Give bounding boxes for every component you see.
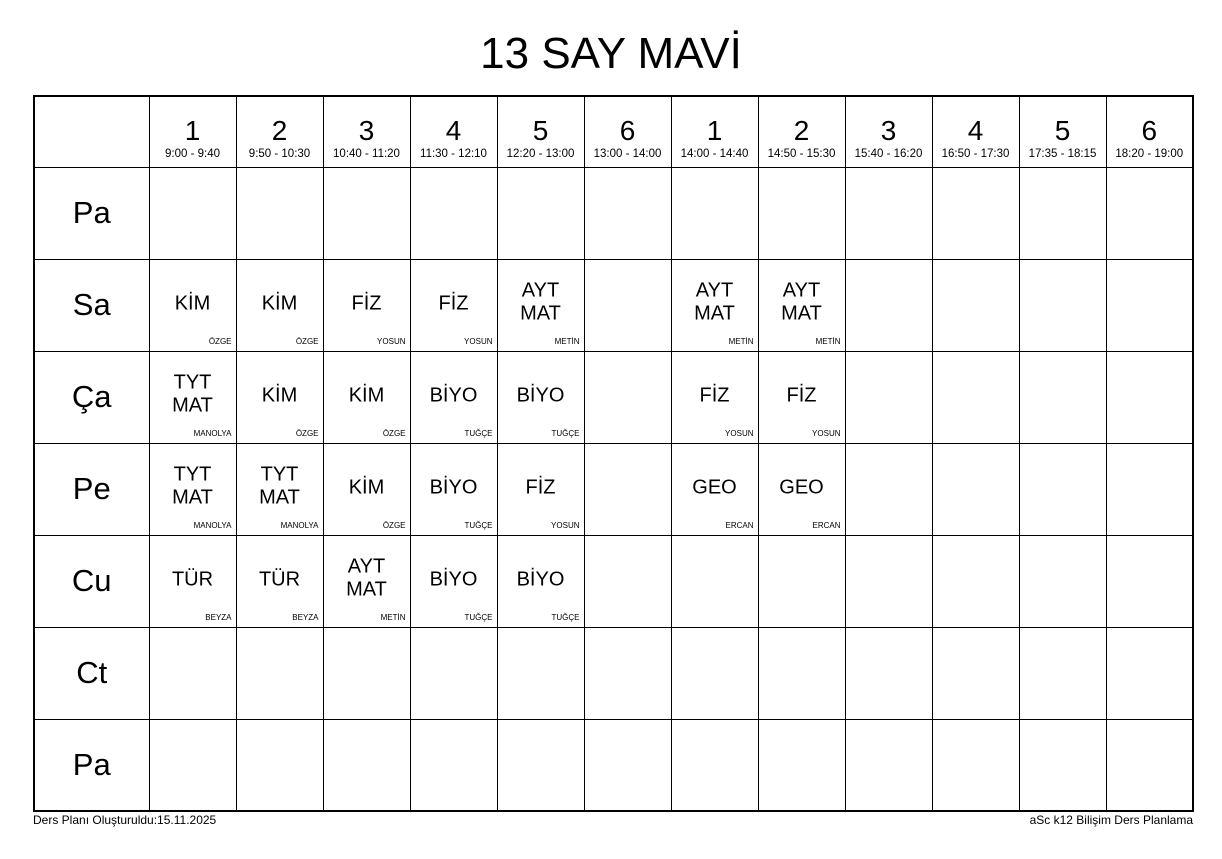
teacher-label: MANOLYA: [280, 520, 319, 530]
day-row: [34, 351, 1193, 443]
corner-cell: [34, 96, 149, 167]
teacher-label: METİN: [380, 612, 406, 622]
lesson-cell: [584, 719, 671, 811]
lesson-cell: [149, 259, 236, 351]
day-row: [34, 259, 1193, 351]
lesson-cell: [845, 535, 932, 627]
lesson-cell: [497, 167, 584, 259]
period-time: 15:40 - 16:20: [854, 148, 923, 160]
period-header: [149, 96, 236, 167]
lesson-cell: [497, 719, 584, 811]
subject-label: FİZ: [438, 292, 469, 315]
teacher-label: ÖZGE: [208, 336, 232, 346]
period-header: [584, 96, 671, 167]
lesson-cell: [1106, 627, 1193, 719]
lesson-cell: [932, 719, 1019, 811]
lesson-cell: [149, 167, 236, 259]
lesson-cell: [1106, 351, 1193, 443]
subject-label: GEO: [779, 476, 824, 499]
lesson-cell: [323, 535, 410, 627]
period-header: [1106, 96, 1193, 167]
subject-label: KİM: [261, 384, 298, 407]
lesson-cell: [758, 351, 845, 443]
lesson-cell: [497, 443, 584, 535]
period-time: 16:50 - 17:30: [941, 148, 1010, 160]
period-header: [497, 96, 584, 167]
period-time: 14:50 - 15:30: [767, 148, 836, 160]
lesson-cell: [584, 351, 671, 443]
period-number: 3: [880, 115, 897, 146]
teacher-label: METİN: [815, 336, 841, 346]
subject-label: TÜR: [258, 568, 301, 591]
lesson-cell: [584, 167, 671, 259]
lesson-cell: [845, 627, 932, 719]
period-number: 5: [532, 115, 549, 146]
period-number: 6: [1141, 115, 1158, 146]
lesson-cell: [410, 535, 497, 627]
teacher-label: YOSUN: [812, 428, 841, 438]
lesson-cell: [671, 627, 758, 719]
lesson-cell: [410, 259, 497, 351]
subject-label: AYT MAT: [346, 555, 387, 601]
lesson-cell: [323, 443, 410, 535]
lesson-cell: [149, 443, 236, 535]
lesson-cell: [236, 167, 323, 259]
subject-label: KİM: [348, 476, 385, 499]
lesson-cell: [758, 719, 845, 811]
lesson-cell: [1019, 535, 1106, 627]
lesson-cell: [410, 167, 497, 259]
lesson-cell: [323, 167, 410, 259]
lesson-cell: [584, 443, 671, 535]
teacher-label: TUĞÇE: [551, 612, 580, 622]
period-header: [236, 96, 323, 167]
period-header-row: [34, 96, 1193, 167]
subject-label: AYT MAT: [781, 279, 822, 325]
lesson-cell: [671, 259, 758, 351]
day-label: Ct: [34, 627, 149, 719]
period-number: 4: [445, 115, 462, 146]
lesson-cell: [1106, 535, 1193, 627]
period-number: 5: [1054, 115, 1071, 146]
lesson-cell: [758, 259, 845, 351]
subject-label: BİYO: [516, 568, 565, 591]
subject-label: FİZ: [351, 292, 382, 315]
page-title: 13 SAY MAVİ: [480, 29, 742, 78]
teacher-label: YOSUN: [551, 520, 580, 530]
lesson-cell: [1106, 259, 1193, 351]
lesson-cell: [410, 719, 497, 811]
period-number: 1: [706, 115, 723, 146]
period-header: [410, 96, 497, 167]
period-time: 18:20 - 19:00: [1115, 148, 1184, 160]
day-label: Sa: [34, 259, 149, 351]
period-time: 11:30 - 12:10: [420, 148, 487, 160]
period-time: 9:50 - 10:30: [248, 148, 311, 160]
day-row: [34, 719, 1193, 811]
lesson-cell: [236, 351, 323, 443]
period-header: [323, 96, 410, 167]
teacher-label: METİN: [554, 336, 580, 346]
lesson-cell: [236, 627, 323, 719]
lesson-cell: [1019, 259, 1106, 351]
lesson-cell: [236, 443, 323, 535]
subject-label: FİZ: [699, 384, 730, 407]
lesson-cell: [932, 627, 1019, 719]
lesson-cell: [410, 351, 497, 443]
teacher-label: ERCAN: [725, 520, 754, 530]
teacher-label: MANOLYA: [193, 428, 232, 438]
period-header: [932, 96, 1019, 167]
subject-label: FİZ: [525, 476, 556, 499]
teacher-label: YOSUN: [464, 336, 493, 346]
lesson-cell: [671, 167, 758, 259]
day-label: Ça: [34, 351, 149, 443]
lesson-cell: [1019, 627, 1106, 719]
lesson-cell: [845, 259, 932, 351]
lesson-cell: [932, 167, 1019, 259]
lesson-cell: [149, 719, 236, 811]
period-time: 9:00 - 9:40: [165, 148, 220, 160]
day-row: [34, 627, 1193, 719]
lesson-cell: [1019, 351, 1106, 443]
lesson-cell: [149, 351, 236, 443]
lesson-cell: [1106, 443, 1193, 535]
period-number: 6: [619, 115, 636, 146]
lesson-cell: [584, 535, 671, 627]
lesson-cell: [497, 535, 584, 627]
lesson-cell: [236, 259, 323, 351]
teacher-label: TUĞÇE: [464, 428, 493, 438]
period-time: 10:40 - 11:20: [333, 148, 400, 160]
teacher-label: ÖZGE: [382, 428, 406, 438]
lesson-cell: [410, 443, 497, 535]
lesson-cell: [932, 535, 1019, 627]
lesson-cell: [1019, 719, 1106, 811]
period-number: 3: [358, 115, 375, 146]
subject-label: KİM: [174, 292, 211, 315]
period-number: 1: [184, 115, 201, 146]
footer-software-credit: aSc k12 Bilişim Ders Planlama: [1029, 813, 1193, 827]
period-number: 4: [967, 115, 984, 146]
lesson-cell: [845, 443, 932, 535]
subject-label: BİYO: [429, 476, 478, 499]
lesson-cell: [758, 167, 845, 259]
lesson-cell: [410, 627, 497, 719]
subject-label: TYT MAT: [172, 371, 213, 417]
subject-label: TYT MAT: [259, 463, 300, 509]
lesson-cell: [671, 719, 758, 811]
day-label: Pa: [34, 167, 149, 259]
lesson-cell: [497, 351, 584, 443]
teacher-label: ÖZGE: [295, 428, 319, 438]
day-label: Pe: [34, 443, 149, 535]
subject-label: KİM: [348, 384, 385, 407]
subject-label: TÜR: [171, 568, 214, 591]
period-header: [845, 96, 932, 167]
teacher-label: MANOLYA: [193, 520, 232, 530]
teacher-label: BEYZA: [205, 612, 232, 622]
period-number: 2: [793, 115, 810, 146]
teacher-label: TUĞÇE: [464, 612, 493, 622]
period-number: 2: [271, 115, 288, 146]
lesson-cell: [1106, 719, 1193, 811]
subject-label: KİM: [261, 292, 298, 315]
lesson-cell: [236, 719, 323, 811]
lesson-cell: [671, 443, 758, 535]
period-time: 14:00 - 14:40: [680, 148, 749, 160]
subject-label: BİYO: [516, 384, 565, 407]
lesson-cell: [671, 351, 758, 443]
lesson-cell: [323, 351, 410, 443]
lesson-cell: [758, 535, 845, 627]
subject-label: GEO: [692, 476, 737, 499]
lesson-cell: [1019, 167, 1106, 259]
teacher-label: TUĞÇE: [464, 520, 493, 530]
lesson-cell: [323, 627, 410, 719]
lesson-cell: [497, 259, 584, 351]
subject-label: AYT MAT: [694, 279, 735, 325]
timetable-grid: [33, 95, 1194, 812]
teacher-label: YOSUN: [377, 336, 406, 346]
lesson-cell: [845, 719, 932, 811]
period-header: [1019, 96, 1106, 167]
day-row: [34, 443, 1193, 535]
lesson-cell: [671, 535, 758, 627]
footer-created-date: Ders Planı Oluşturuldu:15.11.2025: [33, 813, 217, 827]
lesson-cell: [149, 535, 236, 627]
day-label: Pa: [34, 719, 149, 811]
lesson-cell: [758, 443, 845, 535]
period-header: [758, 96, 845, 167]
lesson-cell: [584, 259, 671, 351]
lesson-cell: [758, 627, 845, 719]
teacher-label: BEYZA: [292, 612, 319, 622]
subject-label: FİZ: [786, 384, 817, 407]
lesson-cell: [932, 351, 1019, 443]
subject-label: TYT MAT: [172, 463, 213, 509]
lesson-cell: [323, 259, 410, 351]
day-row: [34, 535, 1193, 627]
period-time: 12:20 - 13:00: [506, 148, 575, 160]
period-header: [671, 96, 758, 167]
teacher-label: YOSUN: [725, 428, 754, 438]
lesson-cell: [236, 535, 323, 627]
lesson-cell: [1106, 167, 1193, 259]
day-label: Cu: [34, 535, 149, 627]
subject-label: BİYO: [429, 384, 478, 407]
lesson-cell: [323, 719, 410, 811]
lesson-cell: [845, 351, 932, 443]
teacher-label: TUĞÇE: [551, 428, 580, 438]
subject-label: AYT MAT: [520, 279, 561, 325]
period-time: 17:35 - 18:15: [1028, 148, 1097, 160]
lesson-cell: [932, 259, 1019, 351]
period-time: 13:00 - 14:00: [593, 148, 662, 160]
lesson-cell: [149, 627, 236, 719]
lesson-cell: [584, 627, 671, 719]
lesson-cell: [1019, 443, 1106, 535]
teacher-label: ERCAN: [812, 520, 841, 530]
teacher-label: ÖZGE: [382, 520, 406, 530]
teacher-label: METİN: [728, 336, 754, 346]
subject-label: BİYO: [429, 568, 478, 591]
teacher-label: ÖZGE: [295, 336, 319, 346]
lesson-cell: [845, 167, 932, 259]
lesson-cell: [497, 627, 584, 719]
lesson-cell: [932, 443, 1019, 535]
day-row: [34, 167, 1193, 259]
